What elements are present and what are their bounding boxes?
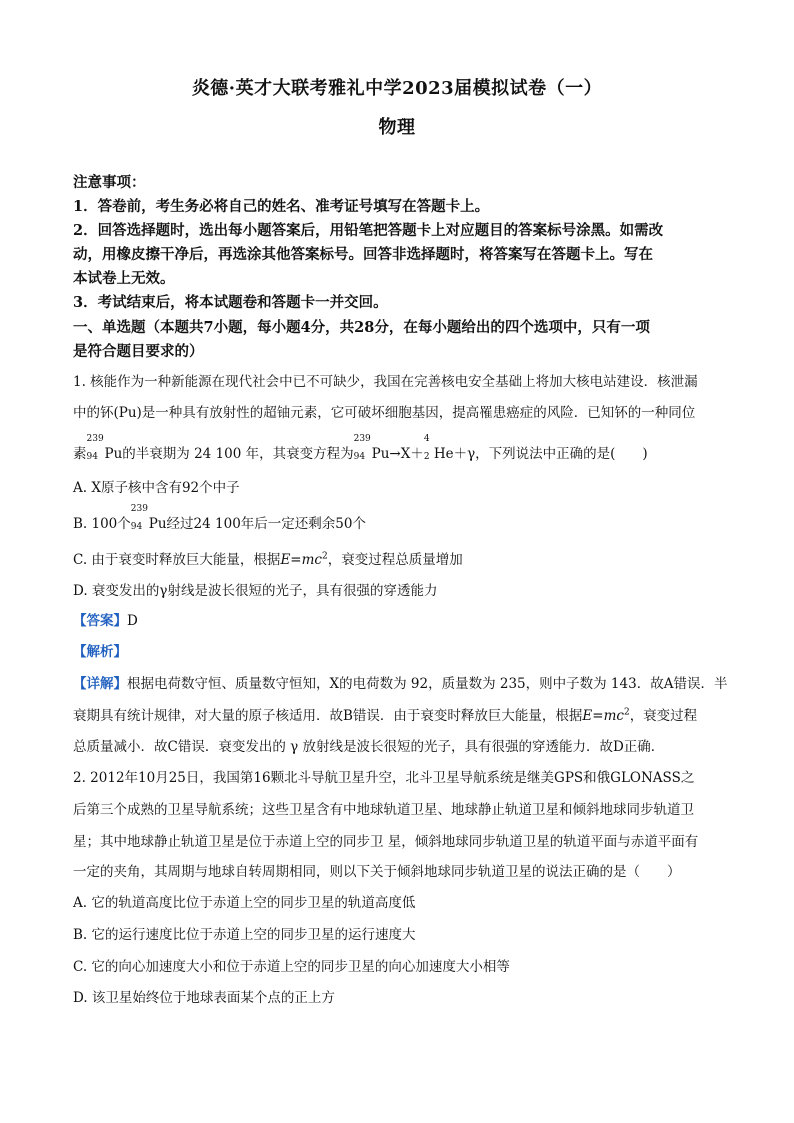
formula-exponent: 2 [321,551,328,562]
pu-isotope-notation-2 [353,434,372,464]
detail-label: 【详解】 [73,676,127,692]
he-mass: 4 [423,434,430,444]
q1-option-b-text: B. 100个 [73,516,131,532]
q2-stem-line-2: 后第三个成熟的卫星导航系统；这些卫星含有中地球轨道卫星、地球静止轨道卫星和倾斜地球同步轨道卫 [73,802,694,818]
q2-option-d: D. 该卫星始终位于地球表面某个点的正上方 [73,990,335,1006]
subject-title: 物理 [378,117,416,138]
q2-stem-line-3: 星；其中地球静止轨道卫星是位于赤道上空的同步卫 星，倾斜地球同步轨道卫星的轨道平面与赤道平面有 [73,834,699,850]
exam-title: 炎德·英才大联考雅礼中学2023届模拟试卷（一） [191,78,603,99]
q1-analysis-label [73,642,733,662]
detail-formula: E=mc [582,708,624,724]
q1-stem-text-2: 的半衰期为 24 100 年，其衰变方程为 [122,446,354,462]
detail-formula-exponent: 2 [623,707,630,718]
notice-item-2-end: 本试卷上无效。 [73,270,175,287]
isotope-number-3: 94 [130,522,143,532]
notice-item-3: 3．考试结束后，将本试题卷和答题卡一并交回。 [73,294,388,311]
q1-detail-line-2 [73,706,733,726]
section-heading-cont: 是符合题目要求的） [73,343,204,360]
q2-stem-line-4: 一定的夹角，其周期与地球自转周期相同，则以下关于倾斜地球同步轨道卫星的说法正确的是（ ） [73,864,681,880]
q2-stem-line-1: 2. 2012年10月25日，我国第16颗北斗导航卫星升空，北斗卫星导航系统是继美GPS和俄GLONASS之 [73,770,695,786]
q1-stem-text: 素 [73,446,87,462]
detail-text-1: 根据电荷数守恒、质量数守恒知，X的电荷数为 92，质量数为 235，则中子数为 143．故A错误．半 [127,676,728,692]
pu-symbol: Pu [104,446,123,462]
q1-stem-line-2: 中的钚(Pu)是一种具有放射性的超铀元素，它可破坏细胞基因，提高罹患癌症的风险．已知钚的一种同位 [73,405,696,421]
q1-option-d: D. 衰变发出的γ射线是波长很短的光子，具有很强的穿透能力 [73,583,438,599]
q2-option-a: A. 它的轨道高度比位于赤道上空的同步卫星的轨道高度低 [73,895,416,911]
q1-option-b [73,504,733,534]
q1-option-b-text-2: Pu经过24 100年后一定还剩余50个 [148,516,366,532]
detail-text-2: 衰期具有统计规律，对大量的原子核适用．故B错误．由于衰变时释放巨大能量，根据 [73,708,583,724]
q1-detail-line-3: 总质量减小．故C错误．衰变发出的 γ 放射线是波长很短的光子，具有很强的穿透能力．故D正确． [73,739,665,755]
q1-option-c-text-2: ，衰变过程总质量增加 [327,552,463,568]
q1-option-c [73,550,733,570]
notice-item-2: 2．回答选择题时，选出每小题答案后，用铅笔把答题卡上对应题目的答案标号涂黑。如需改 [73,222,664,239]
q1-stem-text-3: He＋γ，下列说法中正确的是( ) [433,446,648,462]
decay-equation: Pu→X＋ [371,446,424,462]
q1-answer [73,611,733,631]
detail-text-2b: ，衰变过程 [629,708,698,724]
q2-option-b: B. 它的运行速度比位于赤道上空的同步卫星的运行速度大 [73,927,416,943]
mass-energy-formula: E=mc [280,552,322,568]
he-notation [423,434,434,464]
isotope-number-2: 94 [353,452,366,462]
q1-detail-line-1 [73,674,733,694]
q1-option-c-text: C. 由于衰变时释放巨大能量，根据 [73,552,281,568]
isotope-mass-2: 239 [353,434,371,444]
answer-label: 【答案】 [73,613,127,629]
q1-stem-line-1: 1. 核能作为一种新能源在现代社会中已不可缺少，我国在完善核电安全基础上将加大核电站建设．核泄漏 [73,374,698,390]
pu-isotope-notation [86,434,105,464]
notice-item-2-cont: 动，用橡皮擦干净后，再选涂其他答案标号。回答非选择题时，将答案写在答题卡上。写在 [73,246,653,263]
section-heading: 一、单选题（本题共7小题，每小题4分，共28分，在每小题给出的四个选项中，只有一项 [73,319,650,336]
q1-option-a: A. X原子核中含有92个中子 [73,480,240,496]
isotope-mass-3: 239 [130,504,148,514]
notice-heading: 注意事项： [73,174,146,191]
analysis-label: 【解析】 [73,644,127,660]
answer-value: D [127,613,138,629]
pu-isotope-notation-3 [130,504,149,534]
isotope-number: 94 [86,452,98,462]
isotope-mass: 239 [86,434,104,444]
he-number: 2 [423,452,430,462]
q1-stem-line-3 [73,434,733,464]
q2-option-c: C. 它的向心加速度大小和位于赤道上空的同步卫星的向心加速度大小相等 [73,959,510,975]
notice-item-1: 1．答卷前，考生务必将自己的姓名、准考证号填写在答题卡上。 [73,198,490,215]
